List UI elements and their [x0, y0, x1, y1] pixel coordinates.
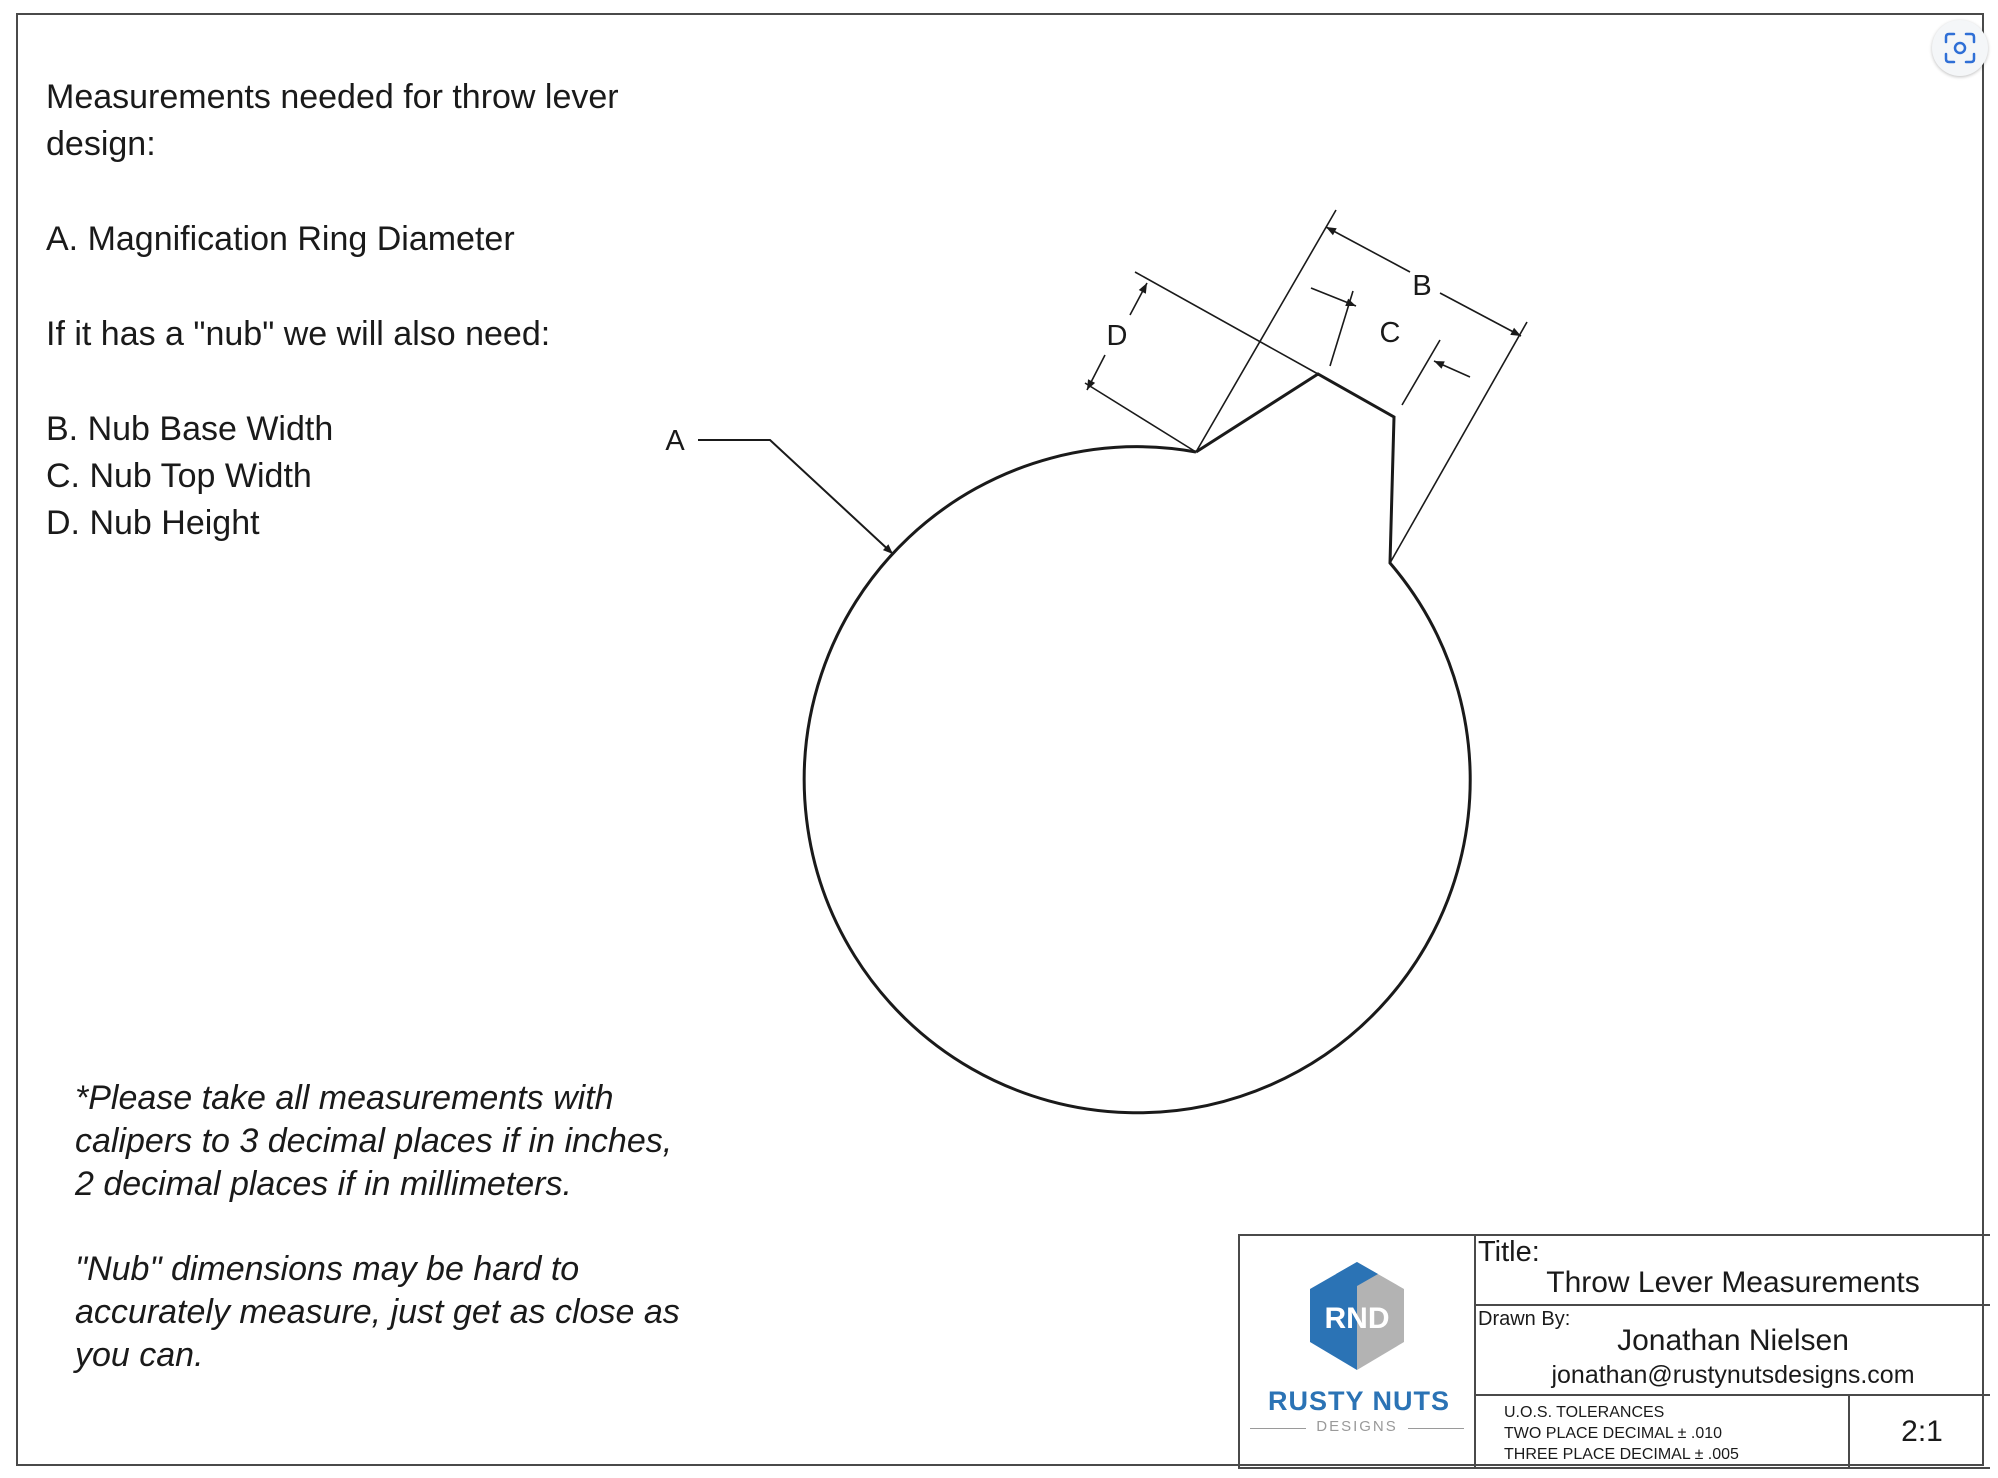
label-b: B	[1412, 270, 1432, 302]
item-d-text: D. Nub Height	[46, 504, 260, 542]
dimension-d-line-top	[1130, 283, 1147, 315]
scale-value: 2:1	[1848, 1396, 1994, 1467]
title-block	[1238, 1234, 1990, 1469]
company-logo	[1240, 1236, 1476, 1467]
note2-line1: "Nub" dimensions may be hard to	[75, 1250, 580, 1288]
extension-b-right	[1390, 322, 1527, 563]
tolerance-header: U.O.S. TOLERANCES	[1504, 1404, 1665, 1421]
extension-c-right	[1402, 340, 1440, 405]
dimension-c-arrow-left	[1311, 288, 1356, 306]
label-c: C	[1379, 317, 1401, 349]
note1-line1: *Please take all measurements with	[75, 1079, 614, 1117]
title-label: Title:	[1478, 1236, 1540, 1268]
tolerance-two-place: TWO PLACE DECIMAL ± .010	[1504, 1425, 1723, 1442]
item-a-text: A. Magnification Ring Diameter	[46, 220, 515, 258]
tolerance-block	[1504, 1402, 1834, 1465]
note1-line2: calipers to 3 decimal places if in inches,	[75, 1122, 673, 1160]
label-a: A	[665, 425, 685, 457]
instructions-heading-line2: design:	[46, 125, 156, 163]
dimension-d-line-bottom	[1087, 355, 1105, 390]
tolerance-row	[1476, 1396, 1990, 1467]
tolerance-three-place: THREE PLACE DECIMAL ± .005	[1504, 1446, 1739, 1463]
drawing-title: Throw Lever Measurements	[1546, 1266, 1920, 1299]
extension-d-bottom	[1085, 383, 1196, 452]
drawn-by-name: Jonathan Nielsen	[1617, 1324, 1849, 1357]
extension-c-left	[1330, 291, 1353, 366]
logo-hexagon-icon	[1240, 1236, 1474, 1386]
item-b-text: B. Nub Base Width	[46, 410, 334, 448]
notes-block	[75, 1077, 775, 1377]
label-d: D	[1106, 320, 1128, 352]
drawn-by-cell	[1476, 1306, 1990, 1396]
dimension-b-line-right	[1440, 293, 1521, 336]
screenshot-icon[interactable]	[1932, 20, 1988, 76]
dimension-b-line-left	[1326, 227, 1410, 272]
nub-intro-text: If it has a "nub" we will also need:	[46, 315, 551, 353]
leader-a	[698, 440, 893, 554]
title-cell	[1476, 1236, 1990, 1306]
instructions-heading-line1: Measurements needed for throw lever	[46, 78, 619, 116]
dimension-c-arrow-right	[1434, 361, 1470, 377]
drawn-by-label: Drawn By:	[1478, 1308, 1571, 1330]
ring-outline	[804, 374, 1470, 1113]
company-sub: DESIGNS	[1240, 1418, 1474, 1438]
company-name: RUSTY NUTS	[1267, 1386, 1451, 1416]
item-c-text: C. Nub Top Width	[46, 457, 312, 495]
logo-monogram: RND	[1324, 1302, 1390, 1335]
extension-b-left	[1196, 210, 1336, 452]
note1-line3: 2 decimal places if in millimeters.	[75, 1165, 572, 1203]
drawn-by-email: jonathan@rustynutsdesigns.com	[1551, 1361, 1915, 1389]
note2-line3: you can.	[75, 1336, 204, 1374]
note2-line2: accurately measure, just get as close as	[75, 1293, 680, 1331]
